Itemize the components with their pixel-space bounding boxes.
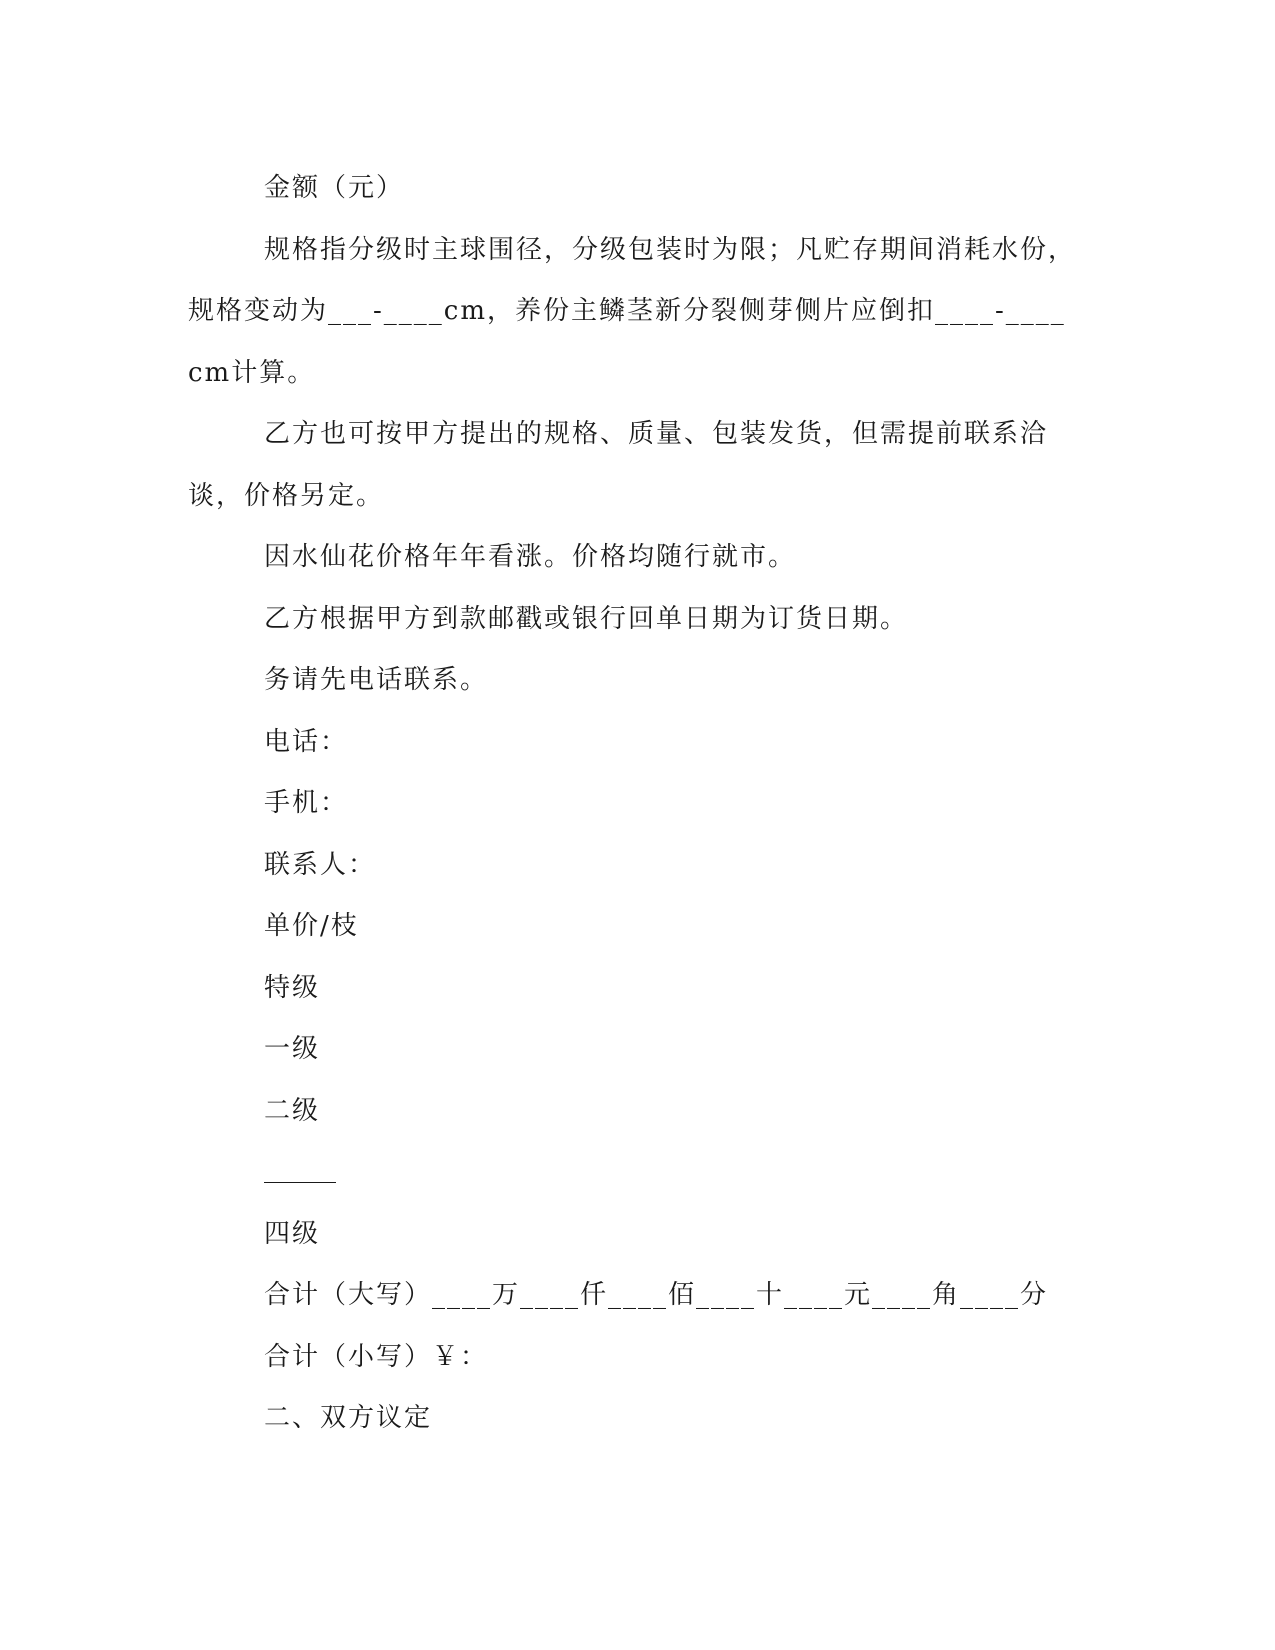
contact-label: 联系人：	[264, 849, 377, 880]
total-lower-line: 合计（小写）￥：	[264, 1341, 489, 1372]
amount-heading: 金额（元）	[264, 173, 405, 203]
price-note-paragraph: 因水仙花价格年年看涨。价格均随行就市。	[264, 542, 797, 572]
phone-label: 电话：	[264, 726, 349, 757]
grade-4-label: 四级	[264, 1218, 321, 1249]
grade-1-label: 一级	[264, 1034, 321, 1064]
mobile-label: 手机：	[264, 788, 349, 818]
section-2-heading: 二、双方议定	[264, 1403, 433, 1433]
grade-2-label: 二级	[264, 1095, 321, 1126]
unit-price-label: 单价/枝	[264, 911, 359, 941]
blank-line	[188, 1142, 1076, 1204]
blank-underline	[264, 1182, 336, 1183]
total-upper-line: 合计（大写）____万____仟____佰____十____元____角____分	[264, 1280, 1049, 1310]
call-first-paragraph: 务请先电话联系。	[264, 665, 489, 695]
spec-note-paragraph: 规格指分级时主球围径，分级包装时为限；凡贮存期间消耗水份，规格变动为___-____cm，养份主鳞茎新分裂侧芽侧片应倒扣____-____cm计算。	[188, 234, 1077, 388]
order-date-paragraph: 乙方根据甲方到款邮戳或银行回单日期为订货日期。	[264, 603, 909, 634]
grade-special-label: 特级	[264, 972, 321, 1003]
custom-order-paragraph: 乙方也可按甲方提出的规格、质量、包装发货，但需提前联系洽谈，价格另定。	[188, 419, 1049, 511]
document-body	[188, 158, 1076, 1450]
